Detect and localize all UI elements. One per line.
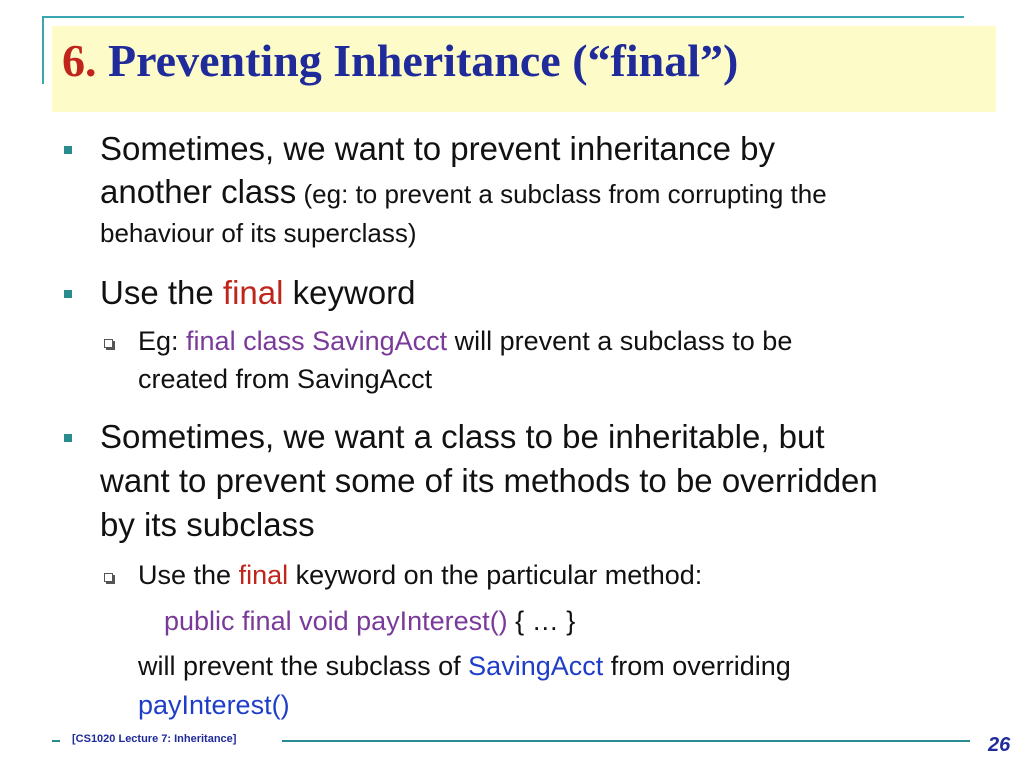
sub-bullet-marker [104,339,113,348]
bullet2-sub-pre: Eg: [138,326,187,356]
bullet-marker [64,434,72,442]
bullet3-line1: Sometimes, we want a class to be inheritable, but [100,418,825,455]
slide-title [62,34,738,87]
note-pre: will prevent the subclass of [138,651,469,681]
footer-line [52,740,60,742]
bullet3-sub-post: keyword on the particular method: [288,560,703,590]
bullet3-line3: by its subclass [100,506,315,543]
code-line [164,606,575,637]
bullet1-line2-main: another class [100,173,297,210]
bullet1-line3: behaviour of its superclass) [100,218,417,248]
bullet3-sub-keyword: final [238,560,289,590]
bullet2-line [100,274,416,312]
sub-bullet-marker [104,573,113,582]
bullet1-line2 [100,173,827,211]
bullet3-sub-pre: Use the [138,560,239,590]
bullet3-line2: want to prevent some of its methods to be overridden [100,462,878,499]
bullet2-sub-line1 [138,326,792,357]
bullet2-keyword: final [222,274,284,311]
code-tail: { … } [507,606,576,636]
bullet-marker [64,290,72,298]
bullet-marker [64,146,72,154]
bullet3-note-line1 [138,651,791,682]
title-frame-left-line [42,16,44,84]
note-post: from overriding [603,651,791,681]
page-number: 26 [988,734,1011,756]
bullet1-line2-note: (eg: to prevent a subclass from corrupting the [296,179,827,209]
bullet2-sub-line2: created from SavingAcct [138,364,433,394]
footer-line [282,740,970,742]
bullet2-post: keyword [283,274,416,311]
bullet2-pre: Use the [100,274,223,311]
note-method: payInterest() [138,690,290,720]
note-class: SavingAcct [468,651,604,681]
bullet2-sub-post: will prevent a subclass to be [447,326,793,356]
bullet2-sub-code: final class SavingAcct [186,326,448,356]
bullet3-sub-line1 [138,560,702,591]
title-text: Preventing Inheritance (“final”) [108,35,739,86]
code-signature: public final void payInterest() [164,606,508,636]
footer-label: [CS1020 Lecture 7: Inheritance] [72,733,237,745]
title-number: 6. [62,35,97,86]
bullet1-line1: Sometimes, we want to prevent inheritance by [100,130,776,167]
title-frame-top-line [42,16,964,18]
